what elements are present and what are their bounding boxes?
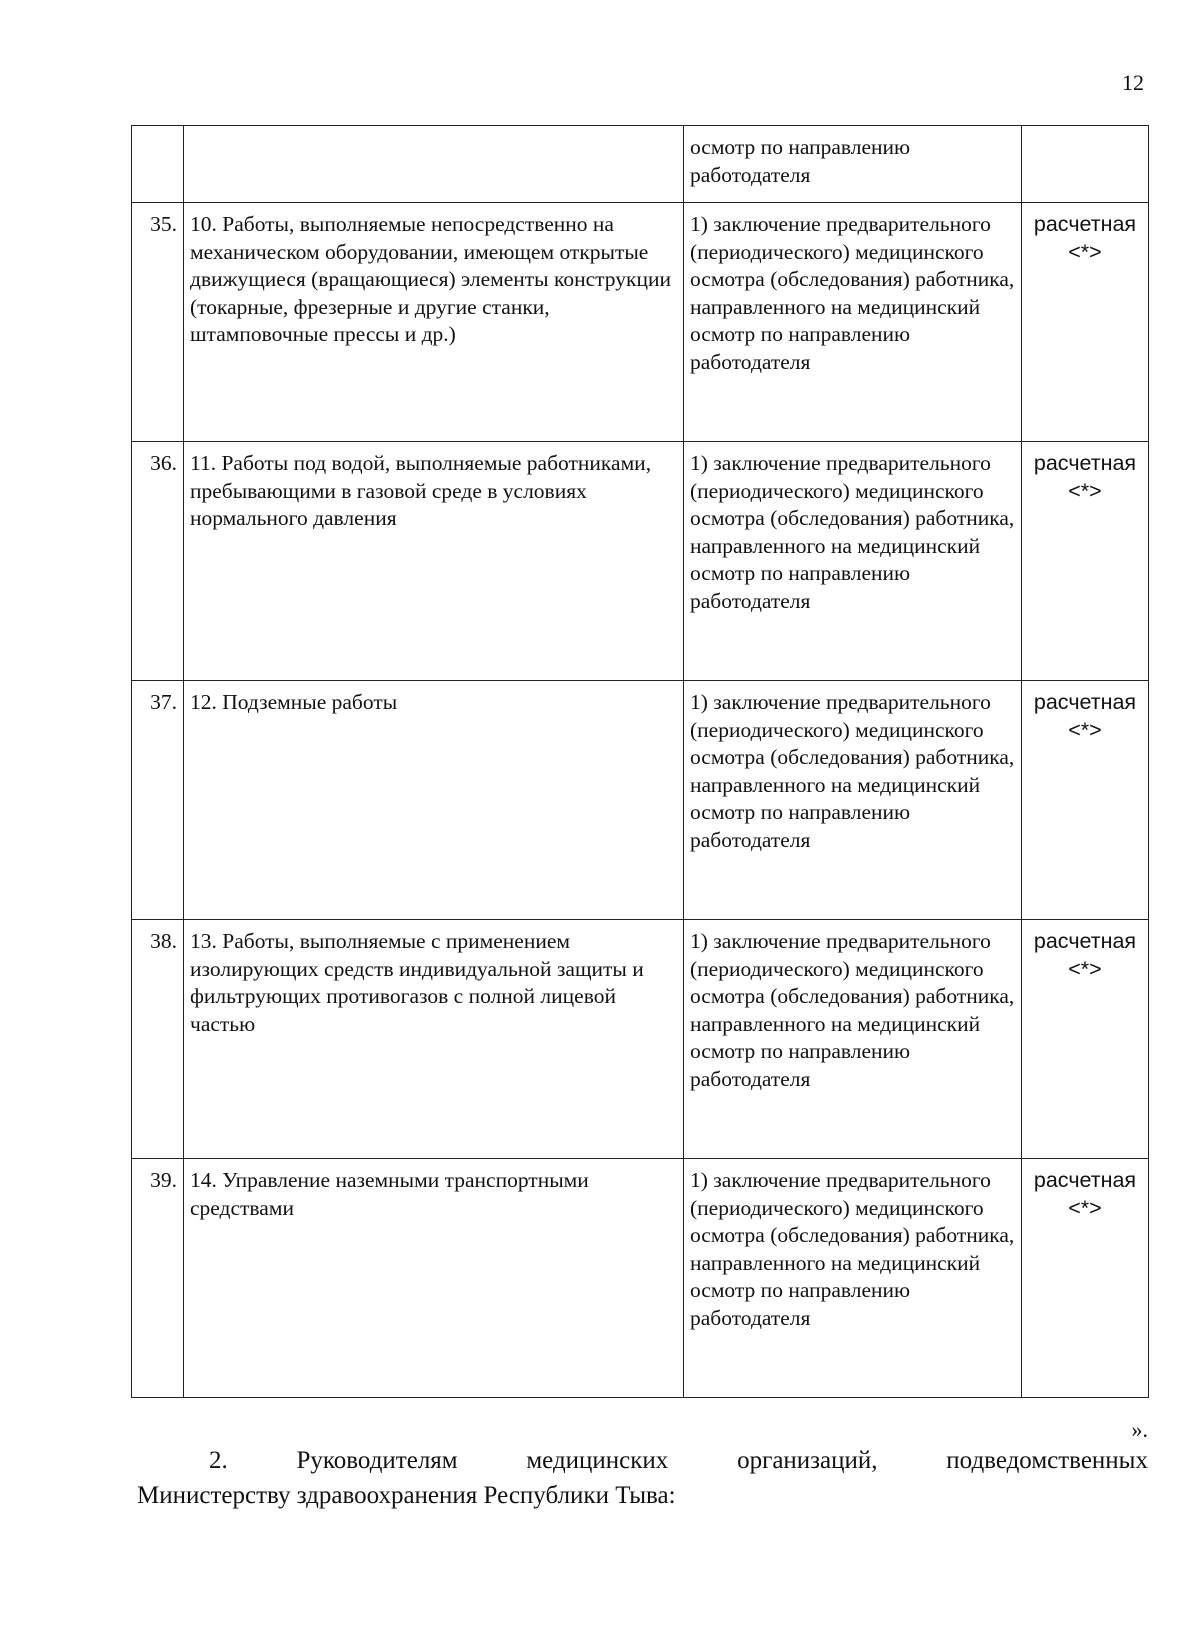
cost-footnote-mark: <*> [1068, 1195, 1102, 1220]
row-number [132, 126, 184, 203]
work-type-cell: 12. Подземные работы [184, 681, 684, 920]
document-cell: 1) заключение предварительного (периодического) медицинского осмотра (обследования) работника, направленного на медицинский осмотр по направлению работодателя [684, 203, 1022, 442]
document-cell: осмотр по направлению работодателя [684, 126, 1022, 203]
cost-label: расчетная [1033, 1168, 1137, 1192]
table-row [132, 203, 1149, 442]
document-cell: 1) заключение предварительного (периодического) медицинского осмотра (обследования) работника, направленного на медицинский осмотр по направлению работодателя [684, 442, 1022, 681]
paragraph-2 [137, 1443, 1148, 1513]
document-cell: 1) заключение предварительного (периодического) медицинского осмотра (обследования) работника, направленного на медицинский осмотр по направлению работодателя [684, 1159, 1022, 1398]
document-cell: 1) заключение предварительного (периодического) медицинского осмотра (обследования) работника, направленного на медицинский осмотр по направлению работодателя [684, 920, 1022, 1159]
paragraph-word: медицинских [526, 1447, 669, 1474]
cost-footnote-mark: <*> [1068, 478, 1102, 503]
table-row [132, 681, 1149, 920]
work-type-cell: 14. Управление наземными транспортными средствами [184, 1159, 684, 1398]
paragraph-line-2: Министерству здравоохранения Республики Тыва: [137, 1482, 676, 1509]
table-row [132, 1159, 1149, 1398]
cost-cell [1022, 442, 1149, 681]
table-row [132, 442, 1149, 681]
cost-label: расчетная [1033, 451, 1137, 475]
table-row [132, 920, 1149, 1159]
row-number: 38. [132, 920, 184, 1159]
cost-label: расчетная [1033, 929, 1137, 953]
row-number: 36. [132, 442, 184, 681]
table-row [132, 126, 1149, 203]
paragraph-word: Руководителям [296, 1447, 458, 1474]
cost-label: расчетная [1033, 690, 1137, 714]
cost-cell [1022, 126, 1149, 203]
document-cell: 1) заключение предварительного (периодического) медицинского осмотра (обследования) работника, направленного на медицинский осмотр по направлению работодателя [684, 681, 1022, 920]
cost-footnote-mark: <*> [1068, 239, 1102, 264]
work-type-cell [184, 126, 684, 203]
document-table [131, 125, 1149, 1398]
work-type-cell: 11. Работы под водой, выполняемые работниками, пребывающими в газовой среде в условиях нормального давления [184, 442, 684, 681]
cost-footnote-mark: <*> [1068, 717, 1102, 742]
cost-cell [1022, 681, 1149, 920]
cost-cell [1022, 920, 1149, 1159]
cost-cell [1022, 1159, 1149, 1398]
cost-label: расчетная [1033, 212, 1137, 236]
work-type-cell: 13. Работы, выполняемые с применением изолирующих средств индивидуальной защиты и фильтрующих противогазов с полной лицевой частью [184, 920, 684, 1159]
row-number: 37. [132, 681, 184, 920]
row-number: 39. [132, 1159, 184, 1398]
paragraph-line-1 [137, 1443, 1148, 1478]
paragraph-word: организаций, [737, 1447, 878, 1474]
cost-footnote-mark: <*> [1068, 956, 1102, 981]
paragraph-word: подведомственных [946, 1447, 1148, 1474]
paragraph-number: 2. [209, 1447, 228, 1474]
page-number: 12 [1122, 70, 1144, 95]
work-type-cell: 10. Работы, выполняемые непосредственно на механическом оборудовании, имеющем открытые движущиеся (вращающиеся) элементы конструкции (токарные, фрезерные и другие станки, штамповочные прессы и др.) [184, 203, 684, 442]
cost-cell [1022, 203, 1149, 442]
row-number: 35. [132, 203, 184, 442]
closing-quote: ». [1131, 1417, 1148, 1442]
